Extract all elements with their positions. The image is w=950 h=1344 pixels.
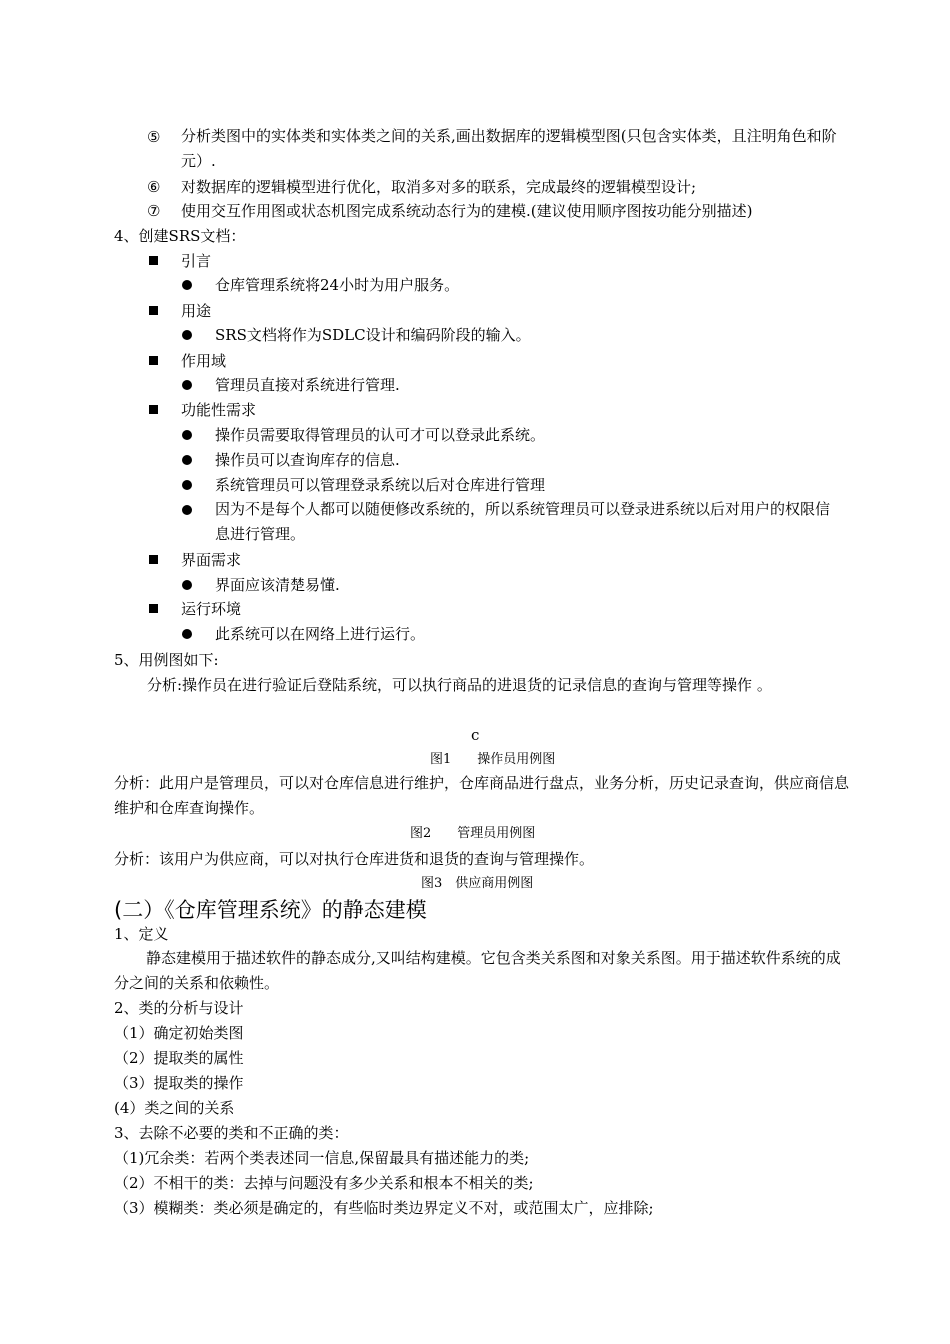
step-text: 分析类图中的实体类和实体类之间的关系,画出数据库的逻辑模型图(只包含实体类，且注明角色和阶元）. (181, 127, 837, 170)
srs-section-title: 界面需求 (181, 551, 242, 569)
class-analysis-item: （2）提取类的属性 (114, 1049, 244, 1067)
square-bullet-icon (149, 405, 158, 414)
usecase-analysis: 分析:操作员在进行验证后登陆系统，可以执行商品的进退货的记录信息的查询与管理等操作 。 (147, 676, 772, 694)
srs-item: SRS文档将作为SDLC设计和编码阶段的输入。 (215, 326, 531, 344)
class-analysis-item: （1）确定初始类图 (114, 1024, 244, 1042)
section-title: (二）《仓库管理系统》的静态建模 (114, 898, 427, 922)
circle-bullet-icon (182, 505, 192, 515)
srs-item: 因为不是每个人都可以随便修改系统的，所以系统管理员可以登录进系统以后对用户的权限信息进行管理。 (215, 500, 831, 543)
definition-heading: 1、定义 (114, 925, 169, 943)
square-bullet-icon (149, 604, 158, 613)
usecase-heading: 5、用例图如下: (114, 651, 219, 669)
srs-item: 操作员需要取得管理员的认可才可以登录此系统。 (215, 426, 546, 444)
step-marker: ⑥ (147, 178, 161, 196)
circle-bullet-icon (182, 629, 192, 639)
stray-character: c (471, 726, 480, 744)
circle-bullet-icon (182, 380, 192, 390)
square-bullet-icon (149, 306, 158, 315)
square-bullet-icon (149, 256, 158, 265)
circle-bullet-icon (182, 280, 192, 290)
square-bullet-icon (149, 356, 158, 365)
srs-section-title: 运行环境 (181, 600, 242, 618)
srs-item: 管理员直接对系统进行管理. (215, 376, 400, 394)
step-text: 对数据库的逻辑模型进行优化，取消多对多的联系，完成最终的逻辑模型设计; (181, 178, 697, 196)
circle-bullet-icon (182, 580, 192, 590)
srs-item: 此系统可以在网络上进行运行。 (215, 625, 426, 643)
step-marker: ⑤ (147, 128, 161, 146)
class-analysis-item: (4）类之间的关系 (114, 1099, 235, 1117)
class-analysis-item: （3）提取类的操作 (114, 1074, 244, 1092)
figure-caption: 图1 操作员用例图 (430, 752, 556, 767)
figure-caption: 图2 管理员用例图 (410, 826, 536, 841)
square-bullet-icon (149, 555, 158, 564)
srs-section-title: 引言 (181, 252, 212, 270)
step-text: 使用交互作用图或状态机图完成系统动态行为的建模.(建议使用顺序图按功能分别描述) (181, 202, 753, 220)
step-marker: ⑦ (147, 202, 161, 220)
figure-caption: 图3 供应商用例图 (421, 876, 534, 891)
class-analysis-heading: 2、类的分析与设计 (114, 999, 244, 1017)
srs-item: 仓库管理系统将24小时为用户服务。 (215, 276, 460, 294)
circle-bullet-icon (182, 455, 192, 465)
srs-section-title: 作用域 (181, 352, 227, 370)
srs-item: 操作员可以查询库存的信息. (215, 451, 400, 469)
srs-item: 界面应该清楚易懂. (215, 576, 340, 594)
srs-section-title: 功能性需求 (181, 401, 257, 419)
circle-bullet-icon (182, 330, 192, 340)
srs-section-title: 用途 (181, 302, 212, 320)
remove-classes-heading: 3、去除不必要的类和不正确的类： (114, 1124, 349, 1142)
remove-classes-item: （1)冗余类：若两个类表述同一信息,保留最具有描述能力的类; (114, 1149, 530, 1167)
remove-classes-item: （3）模糊类：类必须是确定的，有些临时类边界定义不对，或范围太广，应排除; (114, 1199, 654, 1217)
usecase-analysis: 分析：此用户是管理员，可以对仓库信息进行维护，仓库商品进行盘点，业务分析，历史记录查询，供应商信息维护和仓库查询操作。 (114, 774, 850, 817)
remove-classes-item: （2）不相干的类：去掉与问题没有多少关系和根本不相关的类; (114, 1174, 534, 1192)
circle-bullet-icon (182, 430, 192, 440)
srs-heading: 4、创建SRS文档： (114, 227, 246, 245)
srs-item: 系统管理员可以管理登录系统以后对仓库进行管理 (215, 476, 546, 494)
usecase-analysis: 分析：该用户为供应商，可以对执行仓库进货和退货的查询与管理操作。 (114, 850, 595, 868)
circle-bullet-icon (182, 480, 192, 490)
definition-text: 静态建模用于描述软件的静态成分,又叫结构建模。它包含类关系图和对象关系图。用于描述软件系统的成分之间的关系和依赖性。 (114, 949, 841, 992)
